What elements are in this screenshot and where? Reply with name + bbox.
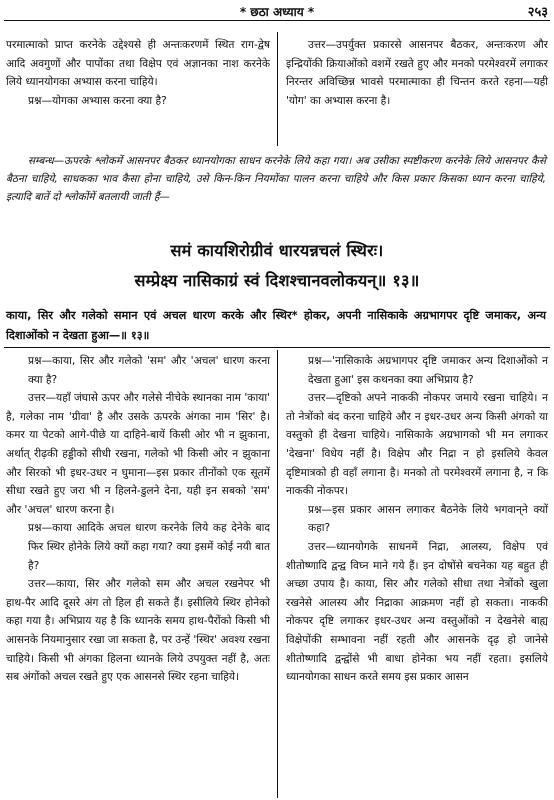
- question: प्रश्न—'नासिकाके अग्रभागपर दृष्टि जमाकर अन्य दिशाओंको न देखता हुआ' इस कथनका क्या अभिप्राय है?: [308, 355, 548, 386]
- question: प्रश्न—काया, सिर और गलेको 'सम' और 'अचल' धारण करना क्या है?: [28, 355, 270, 386]
- top-left-column: [6, 36, 270, 110]
- context-paragraph: [6, 152, 546, 207]
- context-label: सम्बन्ध—: [28, 155, 64, 167]
- page-number: २५३: [527, 5, 548, 20]
- answer: उत्तर—काया, सिर और गलेको सम और अचल रखनेपर भी हाथ-पैर आदि दूसरे अंग तो हिल ही सकते हैं। इसीलिये स्थिर होनेको कहा गया है। अभिप्राय यह है कि ध्यानके समय हाथ-पैरोंको किसी भी आसनके नियमानुसार रखा जा सकता है, पर उन्हें 'स्थिर' अवश्य रखना चाहिये। किसी भी अंगका हिलना ध्यानके लिये उपयुक्त नहीं है, अतः सब अंगोंको अचल रखते हुए एक आसनसे स्थिर रहना चाहिये।: [6, 578, 270, 684]
- column-divider: [277, 32, 278, 146]
- answer: उत्तर—यहाँ जंघासे ऊपर और गलेसे नीचेके स्थानका नाम 'काया' है, गलेका नाम 'ग्रीवा' है और उसके ऊपरके अंगका नाम 'सिर' है। कमर या पेटको आगे-पीछे या दाहिने-बायें किसी ओर भी न झुकाना, अर्थात् रीढ़की हड्डीको सीधी रखना, गलेको भी किसी ओर न झुकाना और सिरको भी इधर-उधर न घुमाना—इस प्रकार तीनोंको एक सूतमें सीधा रखते हुए जरा भी न हिलने-डुलने देना, यही इन सबको 'सम' और 'अचल' धारण करना है।: [6, 392, 270, 516]
- verse-line-1: समं कायशिरोग्रीवं धारयन्नचलं स्थिरः।: [170, 241, 384, 260]
- paragraph: परमात्माको प्राप्त करनेके उद्देश्यसे ही अन्तःकरणमें स्थित राग-द्वेष आदि अवगुणों और पापोंका तथा विक्षेप एवं अज्ञानका नाश करनेके लिये ध्यानयोगका अभ्यास करना चाहिये।: [6, 39, 270, 89]
- context-text: ऊपरके श्लोकमें आसनपर बैठकर ध्यानयोगका साधन करनेके लिये कहा गया। अब उसीका स्पष्टीकरण करनेके लिये आसनपर कैसे बैठना चाहिये, साधकका भाव कैसा होना चाहिये, उसे किन-किन नियमोंका पालन करना चाहिये और किस प्रकार किसका ध्यान करना चाहिये, इत्यादि बातें दो श्लोकोंमें बतलायी जाती हैं—: [6, 155, 546, 204]
- header-rule: [4, 20, 550, 21]
- top-right-column: [286, 36, 548, 110]
- question: प्रश्न—काया आदिके अचल धारण करनेके लिये कह देनेके बाद फिर स्थिर होनेके लिये क्यों कहा गया? क्या इसमें कोई नयी बात है?: [28, 522, 270, 572]
- verse-translation: काया, सिर और गलेको समान एवं अचल धारण करके और स्थिर* होकर, अपनी नासिकाके अग्रभागपर दृष्टि जमाकर, अन्य दिशाओंको न देखता हुआ—॥ १३॥: [6, 309, 546, 342]
- answer: उत्तर—ध्यानयोगके साधनमें निद्रा, आलस्य, विक्षेप एवं शीतोष्णादि द्वन्द्व विघ्न माने गये हैं। इन दोषोंसे बचनेका यह बहुत ही अच्छा उपाय है। काया, सिर और गलेको सीधा तथा नेत्रोंको खुला रखनेसे आलस्य और निद्राका आक्रमण नहीं हो सकता। नाककी नोकपर दृष्टि लगाकर इधर-उधर अन्य वस्तुओंको न देखनेसे बाह्य विक्षेपोंकी सम्भावना नहीं रहती और आसनके दृढ़ हो जानेसे शीतोष्णादि द्वन्द्वोंसे भी बाधा होनेका भय नहीं रहता। इसलिये ध्यानयोगका साधन करते समय इस प्रकार आसन: [286, 540, 548, 684]
- chapter-title: * छठा अध्याय *: [239, 5, 315, 19]
- column-divider: [277, 350, 278, 798]
- bottom-right-column: [286, 352, 548, 687]
- bottom-left-column: [6, 352, 270, 687]
- question: प्रश्न—योगका अभ्यास करना क्या है?: [28, 94, 167, 107]
- answer: उत्तर—दृष्टिको अपने नाककी नोकपर जमाये रखना चाहिये। न तो नेत्रोंको बंद करना चाहिये और न इधर-उधर अन्य किसी अंगको या वस्तुको ही देखना चाहिये। नासिकाके अग्रभागको भी मन लगाकर 'देखना' विधेय नहीं है। विक्षेप और निद्रा न हो इसलिये केवल दृष्टिमात्रको ही वहाँ लगाना है। मनको तो परमेश्वरमें लगाना है, न कि नाककी नोकपर।: [286, 392, 548, 498]
- question: प्रश्न—इस प्रकार आसन लगाकर बैठनेके लिये भगवान्‌ने क्यों कहा?: [308, 503, 548, 535]
- answer: उत्तर—उपर्युक्त प्रकारसे आसनपर बैठकर, अन्तःकरण और इन्द्रियोंकी क्रियाओंको वशमें रखते हुए और मनको परमेश्वरमें लगाकर निरन्तर अविच्छिन्न भावसे परमात्माका ही चिन्तन करते रहना—यही 'योग' का अभ्यास करना है।: [286, 39, 548, 107]
- section-rule: [4, 347, 550, 348]
- page-header: [4, 2, 550, 20]
- verse-line-2: सम्प्रेक्ष्य नासिकाग्रं स्वं दिशश्चानवलोकयन्॥ १३॥: [134, 271, 420, 290]
